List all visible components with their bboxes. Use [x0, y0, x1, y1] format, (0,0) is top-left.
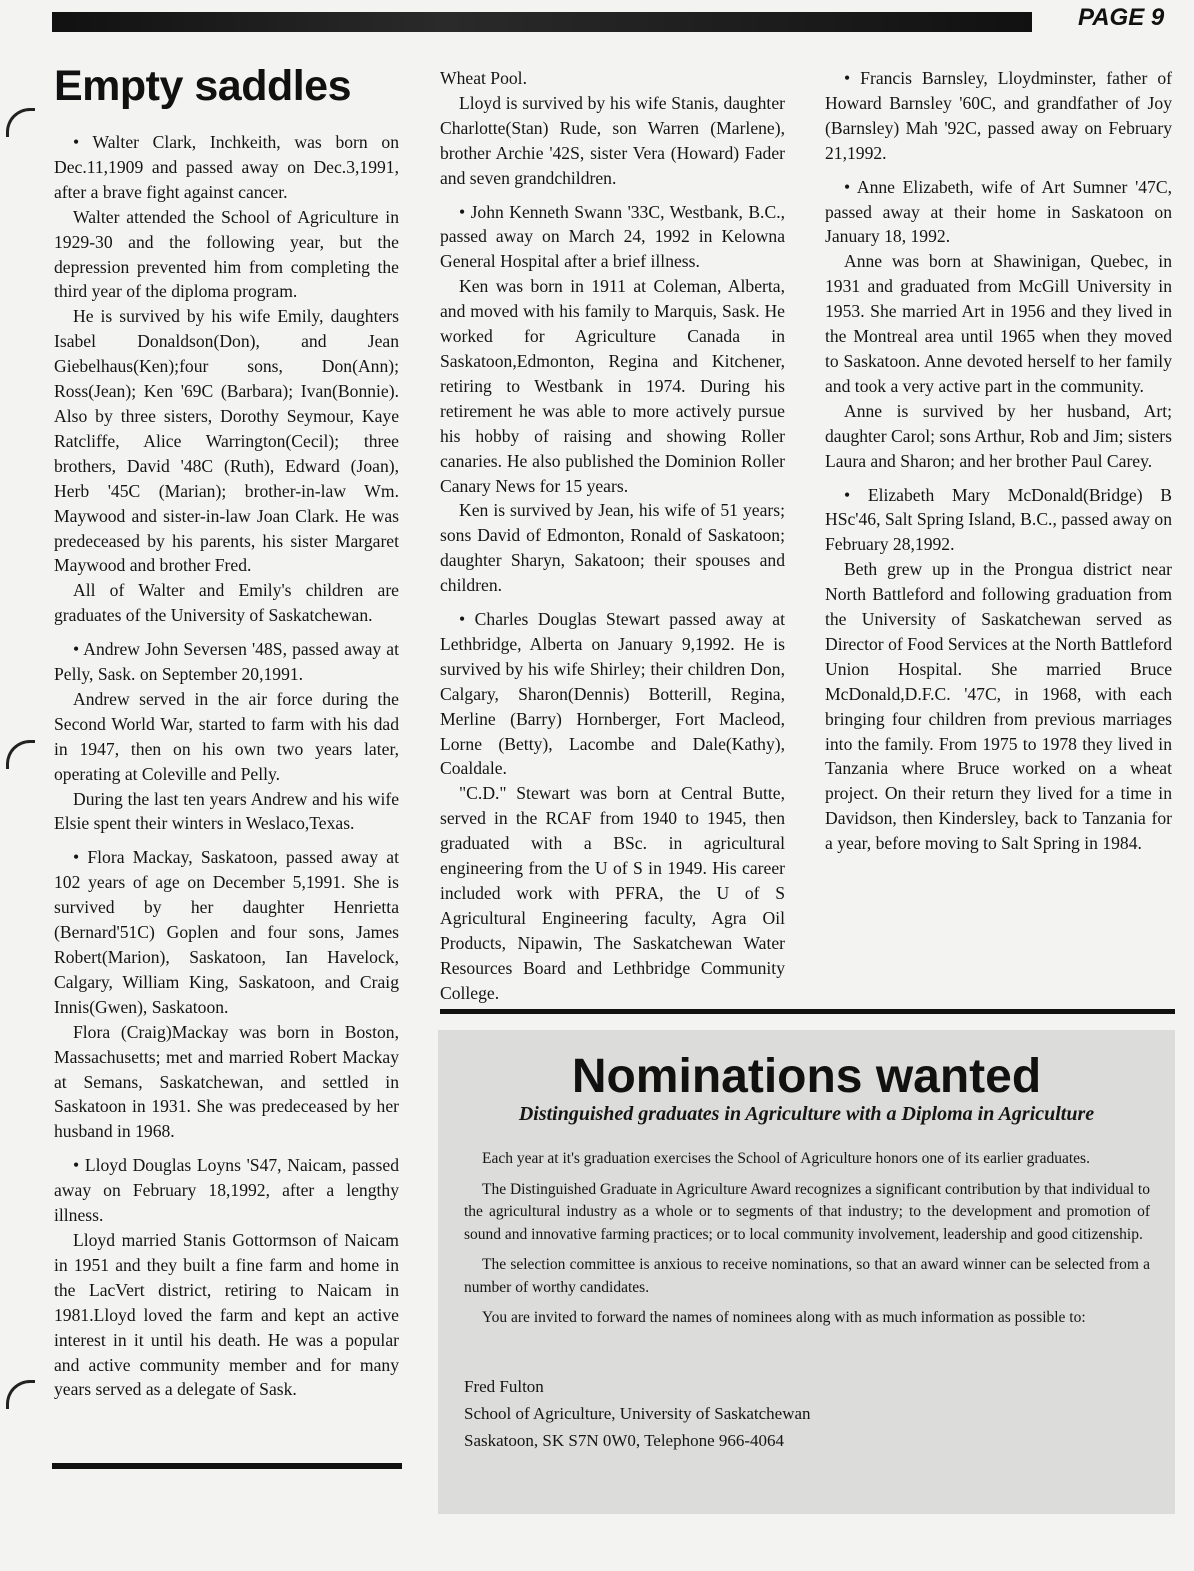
nominations-subtitle: Distinguished graduates in Agriculture with a Diploma in Agriculture — [518, 1103, 1095, 1125]
paragraph: The Distinguished Graduate in Agriculture Award recognizes a significant contribution by that individual to the agricultural industry as a whole or to segments of that industry; to the development and promotion of sound and innovative farming practices; or to local community involvement, leadership and good citizenship. — [464, 1180, 1150, 1243]
paragraph: • Charles Douglas Stewart passed away at Lethbridge, Alberta on January 9,1992. He is survived by his wife Shirley; their children Don, Calgary, Sharon(Dennis) Botterill, Regina, Merline (Barry) Hornberger, Fort Macleod, Lorne (Betty), Lacombe and Dale(Kathy), Coaldale. — [440, 609, 785, 779]
paragraph: He is survived by his wife Emily, daughters Isabel Donaldson(Don), and Jean Giebelhaus(Ken);four sons, Don(Ann); Ross(Jean); Ken '69C (Barbara); Ivan(Bonnie). Also by three sisters, Dorothy Seymour, Kaye Ratcliffe, Alice Warrington(Cecil); three brothers, David '48C (Ruth), Edward (Joan), Herb '45C (Marian); brother-in-law Wm. Maywood and sister-in-law Joan Clark. He was predeceased by his parents, his sister Margaret Maywood and brother Fred. — [54, 306, 399, 576]
paragraph: Lloyd is survived by his wife Stanis, daughter Charlotte(Stan) Rude, son Warren (Marlene), brother Archie '42S, sister Vera (Howard) Fader and seven grandchildren. — [440, 92, 785, 188]
paragraph: • Flora Mackay, Saskatoon, passed away at 102 years of age on December 5,1991. She is survived by her daughter Henrietta (Bernard'51C) Goplen and four sons, James Robert(Marion), Saskatoon, Ian Havelock, Calgary, William King, Saskatoon, and Craig Innis(Gwen), Saskatoon. — [54, 847, 399, 1017]
nominations-title: Nominations wanted — [571, 1050, 1042, 1103]
contact-address — [464, 1373, 1150, 1454]
paragraph: Wheat Pool. — [440, 68, 527, 88]
paragraph: You are invited to forward the names of nominees along with as much information as possible to: — [482, 1309, 1086, 1326]
paragraph: Ken was born in 1911 at Coleman, Alberta, and moved with his family to Marquis, Sask. He worked for Agriculture Canada in Saskatoon,Edmonton, Regina and Kitchener, retiring to Westbank in 1974. During his retirement he was able to more actively pursue his hobby of raising and showing Roller canaries. He also published the Dominion Roller Canary News for 15 years. — [440, 276, 785, 496]
paragraph: All of Walter and Emily's children are graduates of the University of Saskatchewan. — [54, 580, 399, 626]
paragraph: Flora (Craig)Mackay was born in Boston, Massachusetts; met and married Robert Mackay at Semans, Saskatchewan, and settled in Saskatoon in 1931. She was predeceased by her husband in 1968. — [54, 1021, 399, 1142]
paragraph: • Elizabeth Mary McDonald(Bridge) B HSc'46, Salt Spring Island, B.C., passed away on February 28,1992. — [825, 484, 1172, 555]
paragraph: • Anne Elizabeth, wife of Art Sumner '47C, passed away at their home in Saskatoon on January 18, 1992. — [825, 176, 1172, 247]
paragraph: The selection committee is anxious to receive nominations, so that an award winner can be selected from a number of worthy candidates. — [464, 1256, 1150, 1296]
paragraph: • Andrew John Seversen '48S, passed away at Pelly, Sask. on September 20,1991. — [54, 639, 399, 685]
article-title: Empty saddles — [54, 62, 351, 110]
article-column-2 — [440, 66, 785, 1006]
paragraph: • Francis Barnsley, Lloydminster, father of Howard Barnsley '60C, and grandfather of Joy (Barnsley) Mah '92C, passed away on February 21,1992. — [825, 68, 1172, 163]
paragraph: • John Kenneth Swann '33C, Westbank, B.C., passed away on March 24, 1992 in Kelowna General Hospital after a brief illness. — [440, 201, 785, 272]
page-number: PAGE 9 — [1078, 4, 1165, 31]
paragraph: Anne is survived by her husband, Art; daughter Carol; sons Arthur, Rob and Jim; sisters Laura and Sharon; and her brother Paul Carey. — [825, 400, 1172, 471]
section-divider-rule — [440, 1009, 1175, 1014]
paragraph: Lloyd married Stanis Gottormson of Naicam in 1951 and they built a fine farm and home in the LacVert district, retiring to Naicam in 1981.Lloyd loved the farm and kept an active interest in it until his death. He was a popular and active community member and for many years served as a delegate of Sask. — [54, 1229, 399, 1400]
nominations-box — [438, 1030, 1175, 1514]
contact-name: Fred Fulton — [464, 1377, 544, 1396]
paragraph: • Lloyd Douglas Loyns 'S47, Naicam, passed away on February 18,1992, after a lengthy illness. — [54, 1155, 399, 1226]
paragraph: Beth grew up in the Prongua district near North Battleford and following graduation from the University of Saskatchewan served as Director of Food Services at the North Battleford Union Hospital. She married Bruce McDonald,D.F.C. '47C, in 1968, with each bringing four children from previous marriages into the family. From 1975 to 1978 they lived in Tanzania where Bruce worked on a wheat project. On their return they lived for a time in Davidson, then Kindersley, back to Tanzania for a year, before moving to Salt Spring in 1984. — [825, 559, 1172, 854]
binding-mark — [6, 740, 35, 769]
paragraph: • Walter Clark, Inchkeith, was born on Dec.11,1909 and passed away on Dec.3,1991, after a brave fight against cancer. — [54, 132, 399, 202]
paragraph: "C.D." Stewart was born at Central Butte, served in the RCAF from 1940 to 1945, then graduated with a BSc. in agricultural engineering from the U of S in 1949. His career included work with PFRA, the U of S Agricultural Engineering faculty, Agra Oil Products, Nipawin, The Saskatchewan Water Resources Board and Lethbridge Community College. — [440, 783, 785, 1003]
binding-mark — [6, 1380, 35, 1409]
paragraph: Each year at it's graduation exercises the School of Agriculture honors one of its earlier graduates. — [482, 1150, 1090, 1167]
column-end-rule — [52, 1463, 402, 1469]
paragraph: Andrew served in the air force during the Second World War, started to farm with his dad in 1947, then on his own two years later, operating at Coleville and Pelly. — [54, 688, 399, 784]
paragraph: Walter attended the School of Agriculture in 1929-30 and the following year, but the depression prevented him from completing the third year of the diploma program. — [54, 206, 399, 302]
article-column-1 — [54, 62, 399, 1402]
contact-institution: School of Agriculture, University of Saskatchewan — [464, 1404, 811, 1423]
nominations-body — [464, 1148, 1150, 1338]
paragraph: Ken is survived by Jean, his wife of 51 years; sons David of Edmonton, Ronald of Saskatoon; daughter Sharyn, Sakatoon; their spouses and children. — [440, 500, 785, 596]
article-column-3 — [825, 66, 1172, 856]
paragraph: During the last ten years Andrew and his wife Elsie spent their winters in Weslaco,Texas. — [54, 788, 399, 834]
header-bar — [52, 12, 1032, 32]
contact-location-phone: Saskatoon, SK S7N 0W0, Telephone 966-4064 — [464, 1431, 785, 1450]
paragraph: Anne was born at Shawinigan, Quebec, in 1931 and graduated from McGill University in 1953. She married Art in 1956 and they lived in the Montreal area until 1965 when they moved to Saskatoon. Anne devoted herself to her family and took a very active part in the community. — [825, 251, 1172, 396]
binding-mark — [6, 108, 35, 137]
